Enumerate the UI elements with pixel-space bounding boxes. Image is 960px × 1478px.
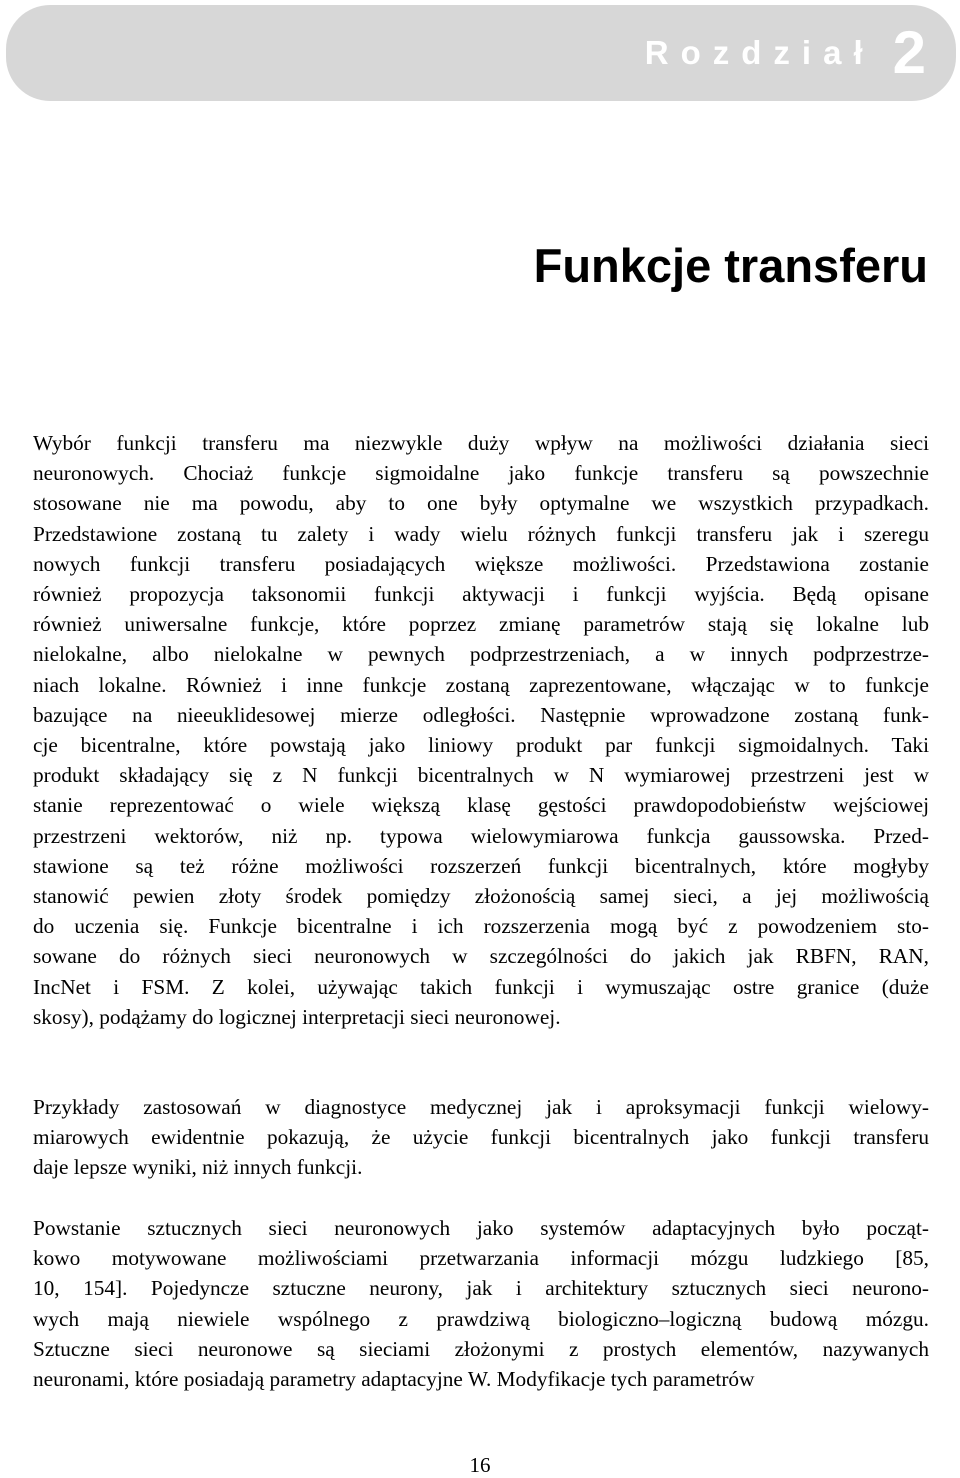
text-line: miarowych ewidentnie pokazują, że użycie funkcji bicentralnych jako funkcji transferu (33, 1125, 929, 1150)
text-line: stawione są też różne możliwości rozszerzeń funkcji bicentralnych, które mogłyby (33, 853, 929, 878)
text-line: produkt składający się z N funkcji bicentralnych w N wymiarowej przestrzeni jest w (33, 763, 929, 788)
text-line: Sztuczne sieci neuronowe są sieciami złożonymi z prostych elementów, nazywanych (33, 1336, 929, 1361)
text-line: cje bicentralne, które powstają jako liniowy produkt par funkcji sigmoidalnych. Taki (33, 733, 929, 758)
text-line: skosy), podążamy do logicznej interpretacji sieci neuronowej. (33, 1004, 561, 1029)
chapter-banner (6, 5, 956, 101)
paragraph-2 (33, 1092, 929, 1183)
text-line: również propozycja taksonomii funkcji aktywacji i funkcji wyjścia. Będą opisane (33, 582, 929, 607)
text-line: daje lepsze wyniki, niż innych funkcji. (33, 1155, 363, 1180)
text-line: nielokalne, albo nielokalne w pewnych podprzestrzeniach, a w innych podprzestrze- (33, 642, 929, 667)
chapter-title: Funkcje transferu (533, 239, 928, 292)
text-line: Przykłady zastosowań w diagnostyce medycznej jak i aproksymacji funkcji wielowy- (33, 1095, 929, 1119)
paragraph-3 (33, 1213, 929, 1394)
text-line: nowych funkcji transferu posiadających większe możliwości. Przedstawiona zostanie (33, 551, 929, 576)
text-line: neuronami, które posiadają parametry adaptacyjne W. Modyfikacje tych parametrów (33, 1367, 755, 1392)
text-line: bazujące na nieeuklidesowej mierze odległości. Następnie wprowadzone zostaną funk- (33, 702, 929, 727)
page-number: 16 (469, 1453, 491, 1477)
text-line: wych mają niewiele wspólnego z prawdziwą biologiczno–logiczną budową mózgu. (33, 1306, 929, 1331)
chapter-number: 2 (892, 19, 926, 86)
text-line: neuronowych. Chociaż funkcje sigmoidalne jako funkcje transferu są powszechnie (33, 461, 929, 486)
text-line: stanowić pewien złoty środek pomiędzy złożonością samej sieci, a jej możliwością (33, 884, 929, 909)
chapter-label (645, 19, 926, 87)
paragraph-1 (33, 428, 929, 1032)
text-line: przestrzeni wektorów, niż np. typowa wielowymiarowa funkcja gaussowska. Przed- (33, 823, 929, 848)
text-line: Powstanie sztucznych sieci neuronowych jako systemów adaptacyjnych było począt- (33, 1216, 929, 1240)
text-line: do uczenia się. Funkcje bicentralne i ich rozszerzenia mogą być z powodzeniem sto- (33, 914, 929, 939)
text-line: stosowane nie ma powodu, aby to one były optymalne we wszystkich przypadkach. (33, 491, 929, 516)
chapter-word: Rozdział (644, 34, 875, 71)
text-line: niach lokalne. Również i inne funkcje zostaną zaprezentowane, włączając w to funkcje (33, 672, 929, 697)
text-line: 10, 154]. Pojedyncze sztuczne neurony, jak i architektury sztucznych sieci neurono- (33, 1276, 929, 1301)
text-line: Przedstawione zostaną tu zalety i wady wielu różnych funkcji transferu jak i szeregu (33, 521, 929, 546)
text-line: również uniwersalne funkcje, które poprzez zmianę parametrów stają się lokalne lub (33, 612, 929, 637)
text-line: stanie reprezentować o wiele większą klasę gęstości prawdopodobieństw wejściowej (33, 793, 929, 818)
text-line: sowane do różnych sieci neuronowych w szczególności do jakich jak RBFN, RAN, (33, 944, 929, 969)
text-line: kowo motywowane możliwościami przetwarzania informacji mózgu ludzkiego [85, (33, 1246, 929, 1271)
text-line: IncNet i FSM. Z kolei, używając takich funkcji i wymuszając ostre granice (duże (33, 974, 929, 999)
text-line: Wybór funkcji transferu ma niezwykle duży wpływ na możliwości działania sieci (33, 431, 929, 455)
